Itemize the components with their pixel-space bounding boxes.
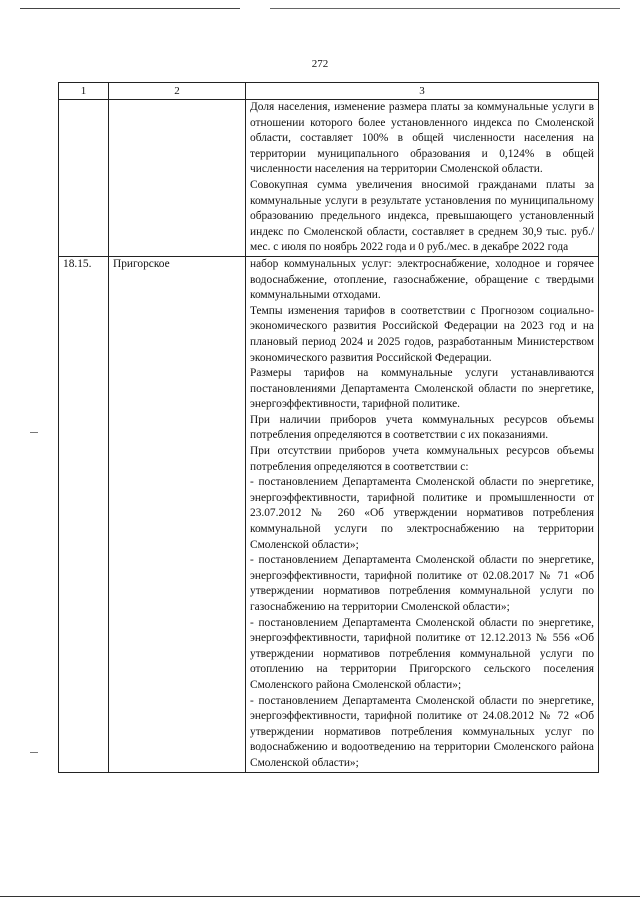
table-header-row bbox=[59, 83, 599, 100]
table-row bbox=[59, 100, 599, 257]
paragraph: Темпы изменения тарифов в соответствии с Прогнозом социально-экономического развития Российской Федерации на 2023 год и на плановый период 2024 и 2025 годов, разработанным Министерством экономического развития Российской Федерации. bbox=[250, 304, 594, 364]
row-number-cell bbox=[59, 100, 109, 257]
paragraph: набор коммунальных услуг: электроснабжение, холодное и горячее водоснабжение, отопление, газоснабжение, обращение с твердыми коммунальными отходами. bbox=[250, 257, 594, 302]
paragraph: - постановлением Департамента Смоленской области по энергетике, энергоэффективности, тарифной политике от 24.08.2012 № 72 «Об утверждении нормативов потребления коммунальных услуг по водоснабжению и водоотведению на территории Смоленского района Смоленской области»; bbox=[250, 694, 594, 769]
scan-artifact-line bbox=[270, 8, 620, 9]
description-cell bbox=[246, 256, 599, 772]
paragraph: - постановлением Департамента Смоленской области по энергетике, энергоэффективности, тарифной политике и промышленности от 23.07.2012 № 260 «Об утверждении нормативов потребления коммунальной услуги по электроснабжению на территории Смоленской области»; bbox=[250, 476, 594, 551]
municipality-cell bbox=[109, 100, 246, 257]
page-number: 272 bbox=[311, 58, 329, 70]
margin-mark bbox=[30, 432, 38, 433]
scan-artifact-line bbox=[0, 896, 640, 897]
paragraph: - постановлением Департамента Смоленской области по энергетике, энергоэффективности, тарифной политике от 12.12.2013 № 556 «Об утверждении нормативов потребления коммунальной услуги по отоплению на территории Пригорского сельского поселения Смоленского района Смоленской области»; bbox=[250, 616, 594, 691]
paragraph: - постановлением Департамента Смоленской области по энергетике, энергоэффективности, тарифной политике от 02.08.2017 № 71 «Об утверждении нормативов потребления коммунальной услуги по газоснабжению на территории Смоленской области»; bbox=[250, 554, 594, 613]
document-table bbox=[58, 82, 599, 773]
municipality-cell: Пригорское bbox=[109, 256, 246, 772]
paragraph: Размеры тарифов на коммунальные услуги устанавливаются постановлениями Департамента Смоленской области по энергетике, энергоэффективности, тарифной политике. bbox=[250, 367, 594, 411]
paragraph: Доля населения, изменение размера платы за коммунальные услуги в отношении которого более установленного индекса по Смоленской области, составляет 100% в общей численности населения на территории муниципального образования и 0,124% в общей численности населения на территории Смоленской области. bbox=[250, 101, 594, 176]
margin-mark bbox=[30, 752, 38, 753]
paragraph: При отсутствии приборов учета коммунальных ресурсов объемы потребления определяются в соответствии с: bbox=[250, 445, 594, 473]
column-header: 2 bbox=[109, 83, 246, 100]
description-cell bbox=[246, 100, 599, 257]
row-number-cell: 18.15. bbox=[59, 256, 109, 772]
paragraph: При наличии приборов учета коммунальных ресурсов объемы потребления определяются в соответствии с их показаниями. bbox=[250, 413, 594, 442]
paragraph: Совокупная сумма увеличения вносимой гражданами платы за коммунальные услуги в результате установления по муниципальному образованию предельного индекса, превышающего установленный индекс по Смоленской области, составляет в среднем 30,9 тыс. руб./мес. с июля по ноябрь 2022 года и 0 руб./мес. в декабре 2022 года bbox=[250, 178, 594, 254]
table-row bbox=[59, 256, 599, 772]
column-header: 3 bbox=[246, 83, 599, 100]
column-header: 1 bbox=[59, 83, 109, 100]
scan-artifact-line bbox=[20, 8, 240, 9]
